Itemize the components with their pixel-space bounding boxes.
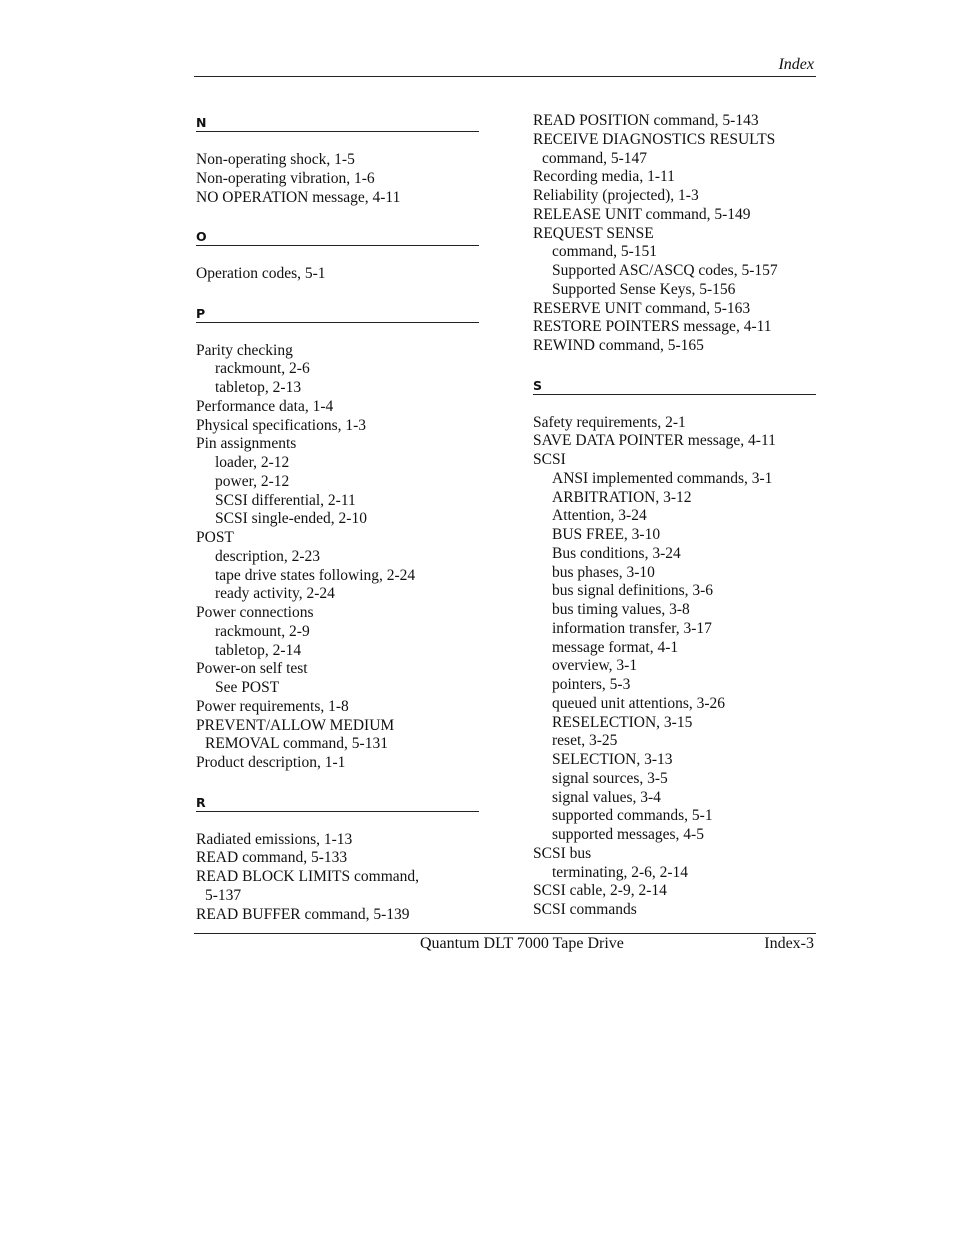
index-entry-continuation: 5-137 [205, 886, 242, 904]
footer-page-number: Index-3 [764, 935, 814, 952]
index-entry: REQUEST SENSE [533, 224, 654, 242]
index-subentry: SCSI single-ended, 2-10 [215, 510, 367, 528]
index-subentry: queued unit attentions, 3-26 [552, 694, 726, 712]
index-entry: RECEIVE DIAGNOSTICS RESULTS [533, 130, 776, 148]
index-entry: Physical specifications, 1-3 [196, 416, 367, 434]
index-column-right [533, 112, 816, 939]
index-section [533, 375, 816, 920]
index-subentry: Supported Sense Keys, 5-156 [552, 280, 736, 298]
index-entries [196, 265, 479, 284]
index-subentry: supported commands, 5-1 [552, 807, 713, 825]
index-subentry: power, 2-12 [215, 472, 290, 490]
index-subentry: signal values, 3-4 [552, 788, 661, 806]
index-entry: Power requirements, 1-8 [196, 697, 349, 715]
index-entry: SCSI bus [533, 844, 592, 862]
index-subentry: message format, 4-1 [552, 638, 679, 656]
index-entry: Operation codes, 5-1 [196, 265, 326, 282]
index-section [196, 112, 479, 207]
index-entry-continuation: command, 5-147 [542, 149, 648, 167]
page-header-title: Index [778, 56, 814, 73]
index-subentry: bus timing values, 3-8 [552, 601, 690, 618]
index-subentry: description, 2-23 [215, 547, 321, 565]
index-section [533, 112, 816, 356]
index-entries [196, 151, 479, 207]
index-column-left [196, 112, 479, 943]
index-section [196, 792, 479, 925]
index-entry: NO OPERATION message, 4-11 [196, 188, 401, 206]
header-rule [194, 76, 816, 77]
index-entries [196, 831, 479, 925]
index-subentry: pointers, 5-3 [552, 676, 631, 693]
index-entry: SAVE DATA POINTER message, 4-11 [533, 432, 776, 450]
section-letter-heading: P [196, 303, 479, 323]
index-entry: SCSI cable, 2-9, 2-14 [533, 882, 667, 900]
footer-rule [194, 933, 816, 934]
index-subentry: Supported ASC/ASCQ codes, 5-157 [552, 262, 778, 279]
index-entry: Product description, 1-1 [196, 754, 346, 771]
index-entry: SCSI [533, 451, 566, 468]
index-entry: Radiated emissions, 1-13 [196, 830, 353, 848]
index-entry: REWIND command, 5-165 [533, 337, 704, 354]
index-subentry: BUS FREE, 3-10 [552, 526, 661, 543]
index-subentry: overview, 3-1 [552, 657, 638, 675]
index-subentry: bus signal definitions, 3-6 [552, 582, 714, 600]
index-entry-continuation: REMOVAL command, 5-131 [205, 735, 388, 753]
index-entry: READ command, 5-133 [196, 849, 348, 867]
index-subentry: ready activity, 2-24 [215, 585, 335, 603]
section-letter-heading: R [196, 792, 479, 812]
index-subentry: loader, 2-12 [215, 454, 290, 471]
index-entry: Parity checking [196, 341, 293, 359]
index-subentry: signal sources, 3-5 [552, 769, 668, 787]
index-entry: READ POSITION command, 5-143 [533, 112, 759, 129]
index-entry: Non-operating vibration, 1-6 [196, 169, 375, 187]
index-subentry: ANSI implemented commands, 3-1 [552, 469, 773, 487]
index-entries [533, 112, 816, 356]
index-entries [196, 342, 479, 773]
index-subentry: terminating, 2-6, 2-14 [552, 863, 689, 881]
index-subentry: bus phases, 3-10 [552, 563, 655, 581]
index-entry: RESTORE POINTERS message, 4-11 [533, 318, 772, 336]
index-entry: Power-on self test [196, 660, 308, 678]
index-subentry: ARBITRATION, 3-12 [552, 488, 692, 506]
index-subentry: supported messages, 4-5 [552, 826, 704, 843]
index-subentry: command, 5-151 [552, 243, 658, 261]
index-subentry: Attention, 3-24 [552, 507, 647, 525]
index-entry: Non-operating shock, 1-5 [196, 151, 355, 168]
section-letter-heading: O [196, 226, 479, 246]
index-subentry: SCSI differential, 2-11 [215, 491, 356, 509]
index-entry: Pin assignments [196, 435, 297, 453]
index-subentry: tape drive states following, 2-24 [215, 566, 416, 584]
index-section [196, 226, 479, 284]
index-entry: READ BLOCK LIMITS command, [196, 868, 420, 885]
index-entry: POST [196, 529, 234, 546]
index-subentry: tabletop, 2-13 [215, 379, 302, 396]
index-subentry: reset, 3-25 [552, 732, 618, 750]
section-letter-heading: N [196, 112, 479, 132]
index-subentry: See POST [215, 679, 280, 696]
index-entries [533, 414, 816, 920]
index-subentry: rackmount, 2-9 [215, 622, 310, 640]
index-entry: Performance data, 1-4 [196, 397, 334, 415]
index-entry: RELEASE UNIT command, 5-149 [533, 205, 751, 223]
index-entry: Reliability (projected), 1-3 [533, 187, 699, 204]
index-entry: SCSI commands [533, 901, 637, 918]
index-entry: Safety requirements, 2-1 [533, 413, 686, 431]
index-entry: Power connections [196, 604, 314, 621]
index-subentry: SELECTION, 3-13 [552, 751, 673, 768]
index-entry: RESERVE UNIT command, 5-163 [533, 299, 751, 317]
index-entry: PREVENT/ALLOW MEDIUM [196, 716, 395, 734]
section-letter-heading: S [533, 375, 816, 395]
footer-document-title: Quantum DLT 7000 Tape Drive [420, 935, 624, 952]
index-entry: Recording media, 1-11 [533, 168, 675, 186]
index-subentry: information transfer, 3-17 [552, 619, 712, 637]
index-section [196, 303, 479, 773]
index-subentry: tabletop, 2-14 [215, 641, 302, 659]
index-subentry: rackmount, 2-6 [215, 360, 310, 378]
index-subentry: Bus conditions, 3-24 [552, 544, 681, 562]
index-subentry: RESELECTION, 3-15 [552, 713, 693, 731]
index-entry: READ BUFFER command, 5-139 [196, 905, 410, 923]
